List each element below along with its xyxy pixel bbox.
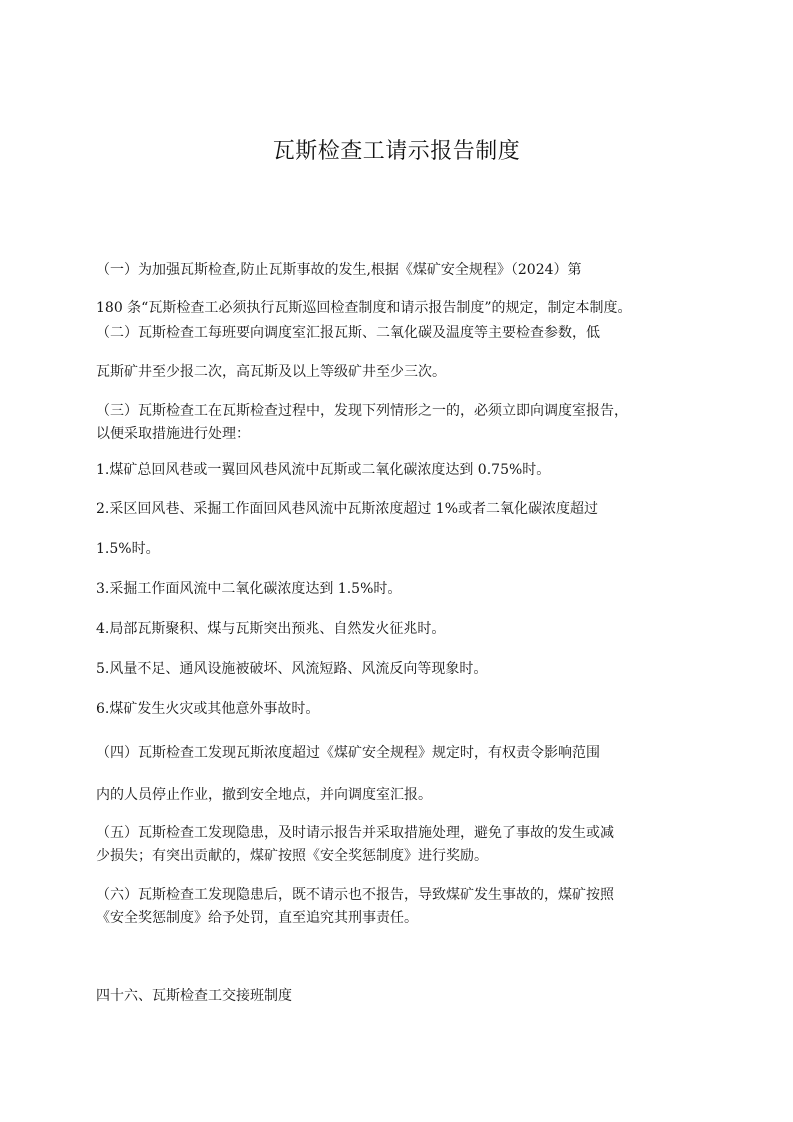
list-item-4: 4.局部瓦斯聚积、煤与瓦斯突出预兆、自然发火征兆时。 [96,621,446,637]
list-item-2-line-2: 1.5%时。 [96,541,160,557]
list-item-3: 3.采掘工作面风流中二氧化碳浓度达到 1.5%时。 [96,581,402,597]
list-item-6: 6.煤矿发生火灾或其他意外事故时。 [96,701,320,717]
paragraph-6-line-1: （六）瓦斯检查工发现隐患后，既不请示也不报告，导致煤矿发生事故的，煤矿按照 [96,887,614,903]
section-heading-46: 四十六、瓦斯检查工交接班制度 [96,988,292,1004]
list-item-2-line-1: 2.采区回风巷、采掘工作面回风巷风流中瓦斯浓度超过 1%或者二氧化碳浓度超过 [96,501,599,517]
list-item-5: 5.风量不足、通风设施被破坏、风流短路、风流反向等现象时。 [96,661,488,677]
paragraph-5-line-2: 少损失；有突出贡献的，煤矿按照《安全奖惩制度》进行奖励。 [96,848,488,864]
paragraph-1-line-2: 180 条“瓦斯检查工必须执行瓦斯巡回检查制度和请示报告制度”的规定，制定本制度。 [96,300,632,316]
paragraph-1-line-1: （一）为加强瓦斯检查,防止瓦斯事故的发生,根据《煤矿安全规程》（2024）第 [96,262,582,278]
paragraph-4-line-2: 内的人员停止作业，撤到安全地点，并向调度室汇报。 [96,787,432,803]
paragraph-6-line-2: 《安全奖惩制度》给予处罚，直至追究其刑事责任。 [96,910,418,926]
paragraph-2-line-2: 瓦斯矿井至少报二次，高瓦斯及以上等级矿井至少三次。 [96,364,446,380]
paragraph-4-line-1: （四）瓦斯检查工发现瓦斯浓度超过《煤矿安全规程》规定时，有权责令影响范围 [96,745,600,761]
paragraph-3-line-1: （三）瓦斯检查工在瓦斯检查过程中，发现下列情形之一的，必须立即向调度室报告， [96,403,628,419]
paragraph-2-line-1: （二）瓦斯检查工每班要向调度室汇报瓦斯、二氧化碳及温度等主要检查参数，低 [96,325,600,341]
paragraph-3-line-2: 以便采取措施进行处理： [96,426,250,442]
document-title: 瓦斯检查工请示报告制度 [272,139,521,164]
paragraph-5-line-1: （五）瓦斯检查工发现隐患，及时请示报告并采取措施处理，避免了事故的发生或减 [96,825,614,841]
list-item-1: 1.煤矿总回风巷或一翼回风巷风流中瓦斯或二氧化碳浓度达到 0.75%时。 [96,462,551,478]
